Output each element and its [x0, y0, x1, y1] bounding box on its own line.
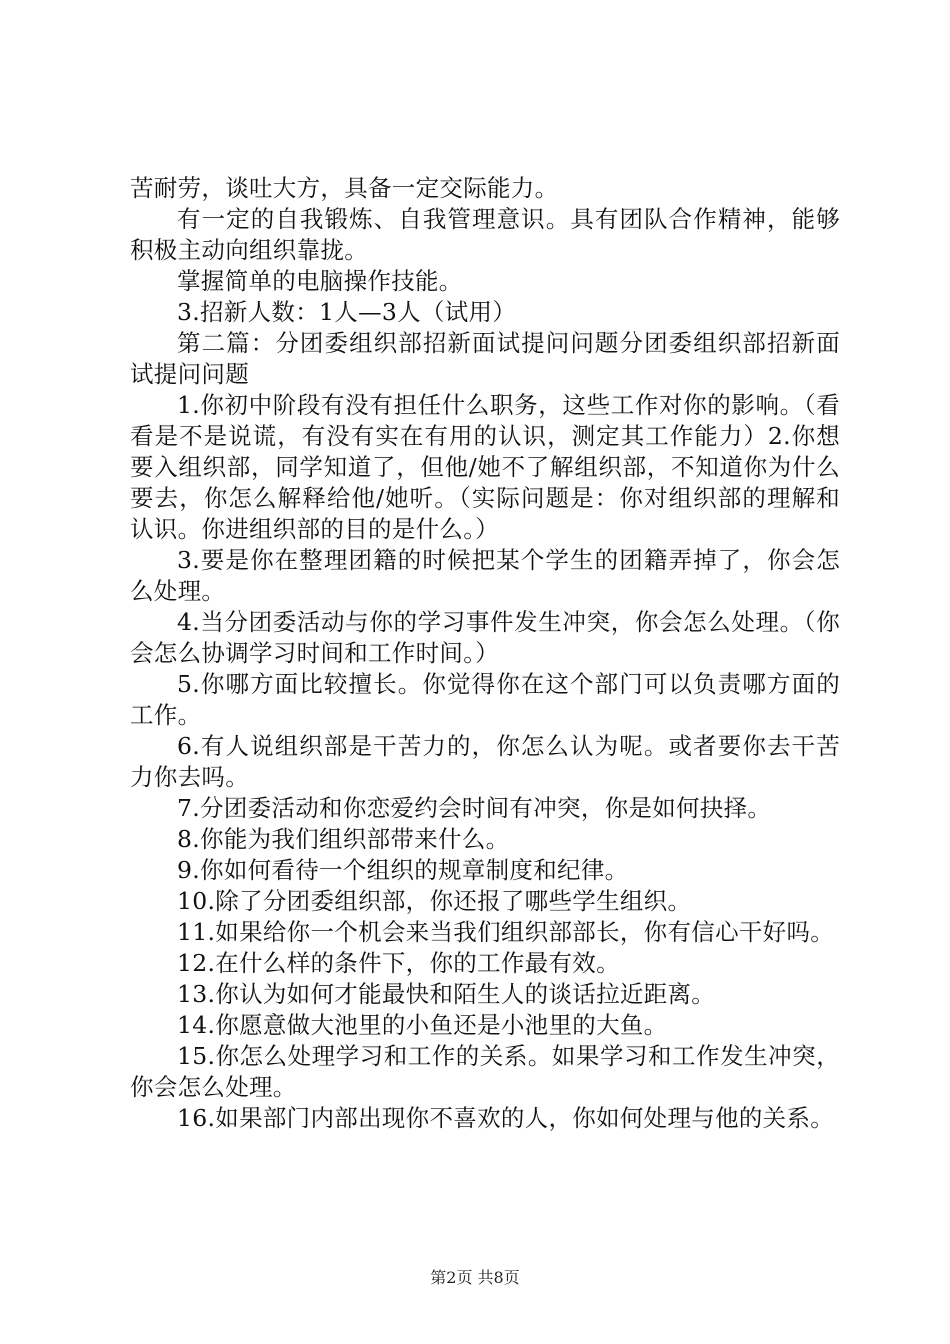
question-item: 7.分团委活动和你恋爱约会时间有冲突，你是如何抉择。	[177, 794, 772, 822]
question-item: 15.你怎么处理学习和工作的关系。如果学习和工作发生冲突，你会怎么处理。	[130, 1042, 840, 1101]
paragraph: 3.招新人数：1人—3人（试用）	[177, 298, 517, 326]
question-item: 8.你能为我们组织部带来什么。	[177, 825, 510, 853]
question-item: 1.你初中阶段有没有担任什么职务，这些工作对你的影响。（看看是不是说谎，有没有实在有用的认识，测定其工作能力）2.你想要入组织部，同学知道了，但他/她不了解组织部，不知道你为什么要去，你怎么解释给他/她听。（实际问题是：你对组织部的理解和认识。你进组织部的目的是什么。）	[130, 391, 840, 543]
page-footer	[0, 1268, 950, 1288]
question-item: 9.你如何看待一个组织的规章制度和纪律。	[177, 856, 629, 884]
question-item: 13.你认为如何才能最快和陌生人的谈话拉近距离。	[177, 980, 716, 1008]
document-body	[130, 173, 840, 1134]
question-item: 3.要是你在整理团籍的时候把某个学生的团籍弄掉了，你会怎么处理。	[130, 546, 840, 605]
paragraph: 苦耐劳，谈吐大方，具备一定交际能力。	[130, 174, 559, 202]
question-item: 14.你愿意做大池里的小鱼还是小池里的大鱼。	[177, 1011, 668, 1039]
page-number: 第2页 共8页	[430, 1268, 520, 1287]
question-item: 5.你哪方面比较擅长。你觉得你在这个部门可以负责哪方面的工作。	[130, 670, 840, 729]
section-heading: 第二篇：分团委组织部招新面试提问问题分团委组织部招新面试提问问题	[130, 329, 840, 388]
question-item: 11.如果给你一个机会来当我们组织部部长，你有信心干好吗。	[177, 918, 835, 946]
paragraph: 掌握简单的电脑操作技能。	[177, 267, 463, 295]
question-item: 6.有人说组织部是干苦力的，你怎么认为呢。或者要你去干苦力你去吗。	[130, 732, 840, 791]
question-item: 16.如果部门内部出现你不喜欢的人，你如何处理与他的关系。	[177, 1104, 835, 1132]
paragraph: 有一定的自我锻炼、自我管理意识。具有团队合作精神，能够积极主动向组织靠拢。	[130, 205, 840, 264]
question-item: 4.当分团委活动与你的学习事件发生冲突，你会怎么处理。（你会怎么协调学习时间和工作时间。）	[130, 608, 840, 667]
question-item: 10.除了分团委组织部，你还报了哪些学生组织。	[177, 887, 692, 915]
question-item: 12.在什么样的条件下，你的工作最有效。	[177, 949, 620, 977]
